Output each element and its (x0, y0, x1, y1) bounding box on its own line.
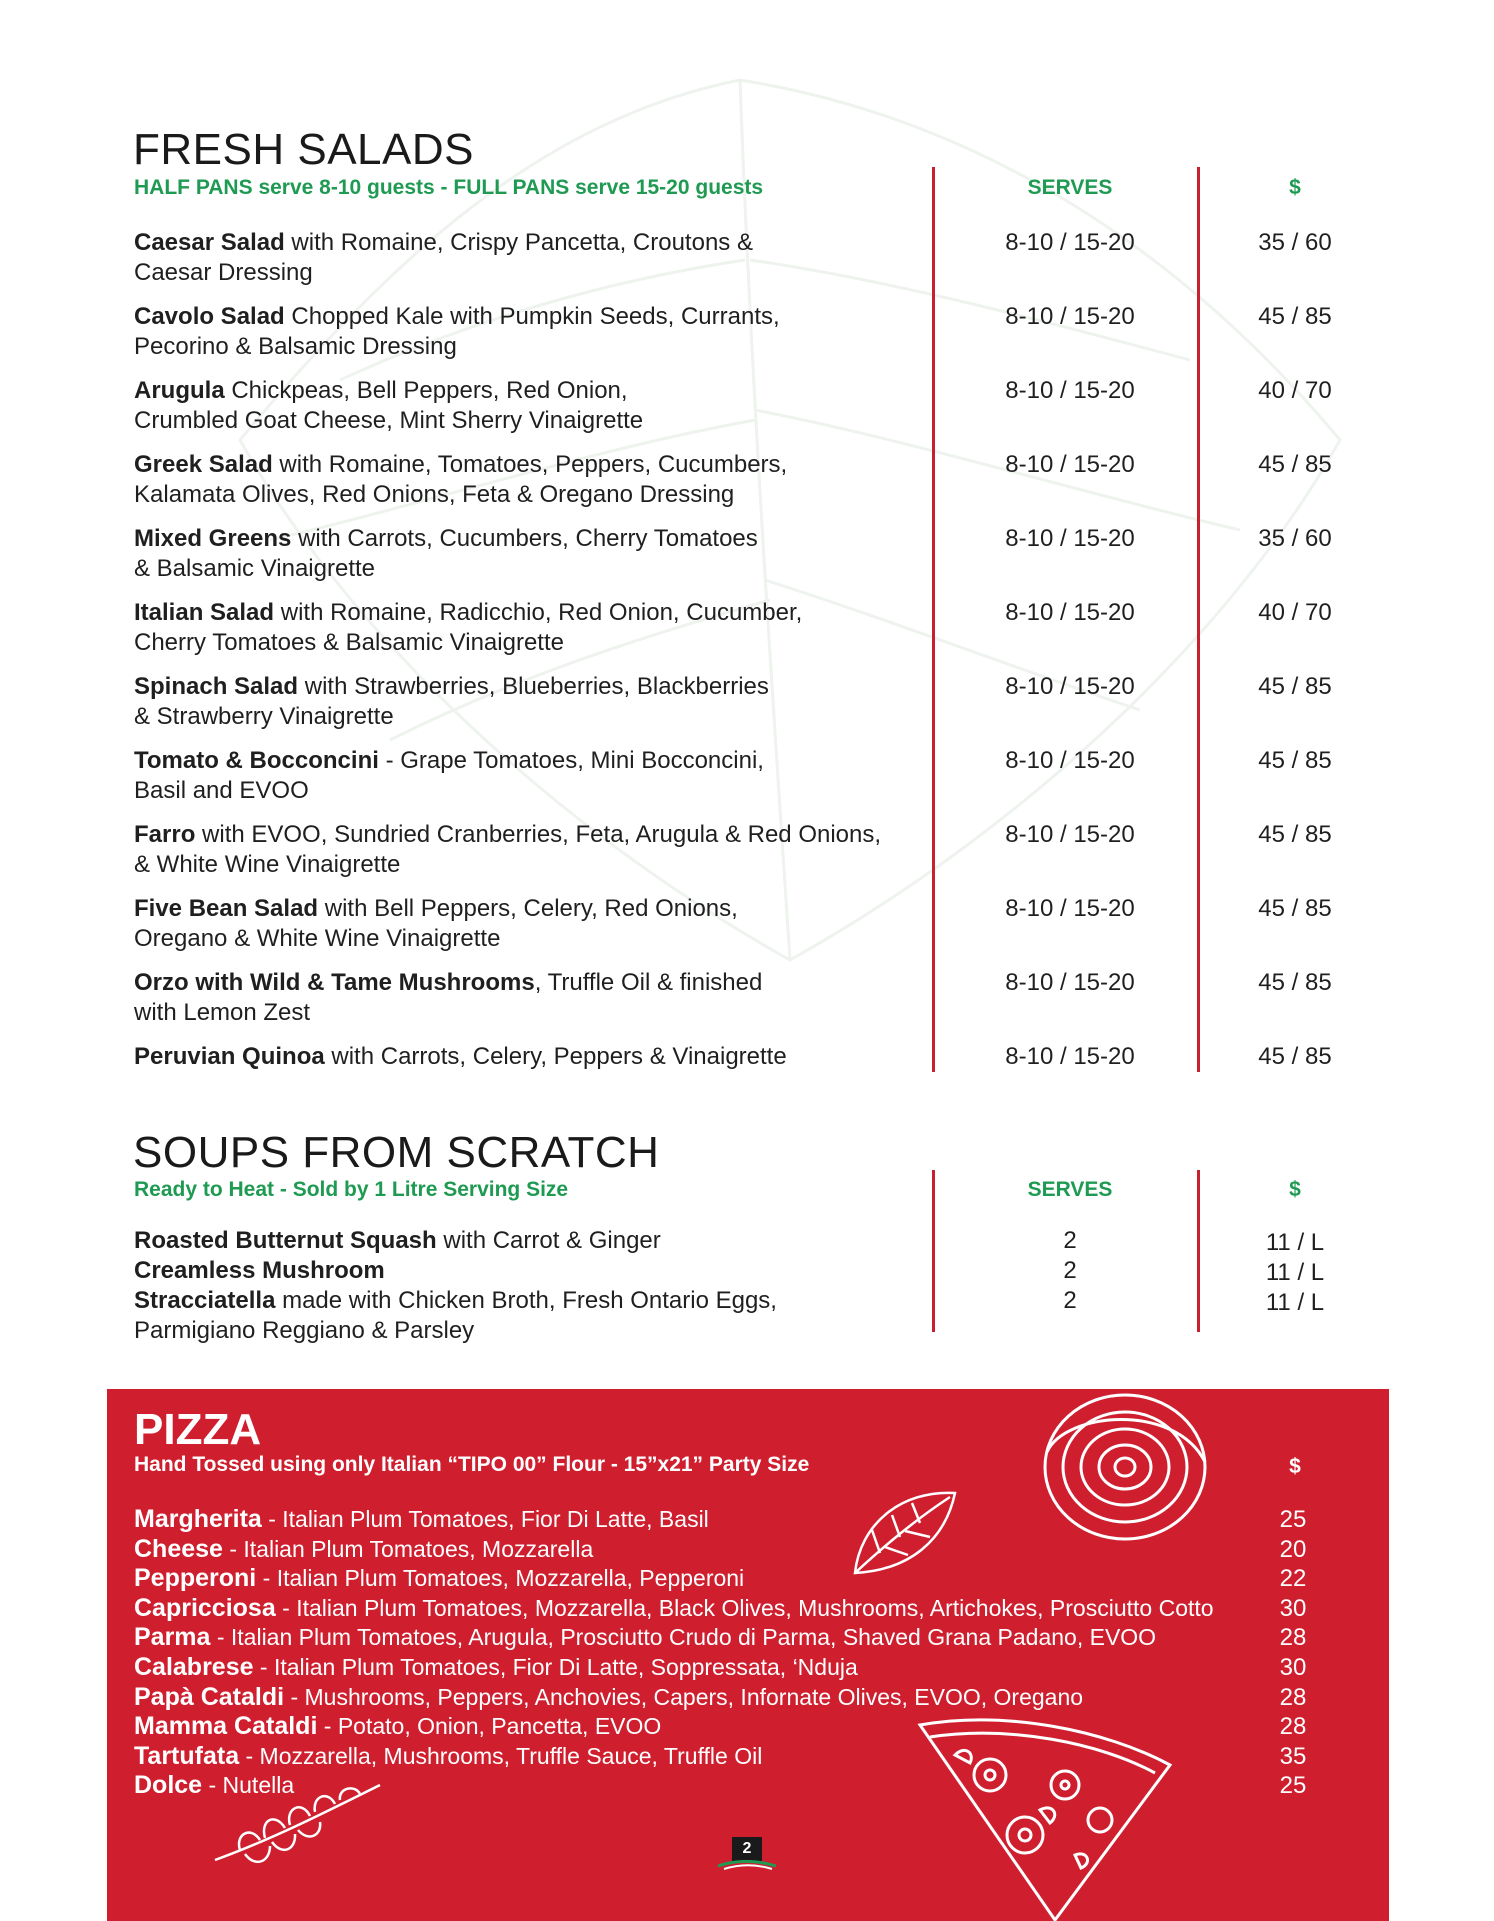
pizza-price-header: $ (1289, 1455, 1301, 1478)
salads-price-header: $ (1289, 176, 1301, 199)
pizza-item: Capricciosa - Italian Plum Tomatoes, Mozzarella, Black Olives, Mushrooms, Artichokes, Prosciutto Cotto (134, 1593, 1214, 1622)
salad-serves: 8-10 / 15-20 (1005, 747, 1135, 774)
salad-item: Orzo with Wild & Tame Mushrooms, Truffle Oil & finished with Lemon Zest (134, 969, 763, 1026)
soups-title: SOUPS FROM SCRATCH (133, 1128, 660, 1177)
pizza-item: Mamma Cataldi - Potato, Onion, Pancetta, EVOO (134, 1712, 662, 1741)
salad-item: Tomato & Bocconcini - Grape Tomatoes, Mini Bocconcini, Basil and EVOO (134, 747, 764, 804)
salad-price: 45 / 85 (1258, 821, 1332, 848)
pizza-price: 25 (1279, 1772, 1307, 1800)
salads-subtitle: HALF PANS serve 8-10 guests - FULL PANS serve 15-20 guests (134, 176, 764, 199)
salads-divider-left (932, 167, 935, 1072)
soup-serves: 2 (1063, 1257, 1077, 1284)
pizza-item: Papà Cataldi - Mushrooms, Peppers, Anchovies, Capers, Infornate Olives, EVOO, Oregano (134, 1682, 1084, 1711)
soup-price: 11 / L (1265, 1259, 1325, 1286)
salad-serves: 8-10 / 15-20 (1005, 229, 1135, 256)
soup-serves: 2 (1063, 1287, 1077, 1314)
pizza-price: 30 (1279, 1654, 1307, 1681)
salad-serves: 8-10 / 15-20 (1005, 673, 1135, 700)
pizza-price: 35 (1279, 1742, 1307, 1770)
soup-price: 11 / L (1265, 1289, 1325, 1316)
salad-item: Italian Salad with Romaine, Radicchio, Red Onion, Cucumber, Cherry Tomatoes & Balsamic Vinaigrette (134, 599, 803, 656)
salads-title: FRESH SALADS (133, 125, 474, 174)
pizza-price: 22 (1279, 1565, 1307, 1593)
salad-price: 35 / 60 (1258, 229, 1332, 256)
pizza-title: PIZZA (134, 1405, 262, 1454)
pizza-price: 30 (1279, 1594, 1307, 1622)
salad-item: Farro with EVOO, Sundried Cranberries, Feta, Arugula & Red Onions, & White Wine Vinaigrette (134, 821, 882, 878)
salad-item: Peruvian Quinoa with Carrots, Celery, Peppers & Vinaigrette (134, 1043, 787, 1070)
pizza-price: 28 (1279, 1624, 1307, 1652)
soup-item: Roasted Butternut Squash with Carrot & Ginger (134, 1227, 661, 1254)
salad-serves: 8-10 / 15-20 (1005, 599, 1135, 626)
pizza-item: Dolce - Nutella (134, 1771, 295, 1800)
pizza-price: 20 (1279, 1535, 1307, 1563)
salad-price: 45 / 85 (1258, 969, 1332, 996)
salad-price: 40 / 70 (1258, 377, 1332, 404)
pizza-item: Parma - Italian Plum Tomatoes, Arugula, Prosciutto Crudo di Parma, Shaved Grana Padano, EVOO (134, 1623, 1157, 1652)
soup-item: Stracciatella made with Chicken Broth, Fresh Ontario Eggs, Parmigiano Reggiano & Parsley (134, 1287, 777, 1344)
salad-item: Mixed Greens with Carrots, Cucumbers, Cherry Tomatoes & Balsamic Vinaigrette (134, 525, 758, 582)
salad-price: 40 / 70 (1258, 599, 1332, 626)
salad-serves: 8-10 / 15-20 (1005, 377, 1135, 404)
salad-item: Cavolo Salad Chopped Kale with Pumpkin Seeds, Currants, Pecorino & Balsamic Dressing (134, 303, 780, 360)
salad-price: 45 / 85 (1258, 673, 1332, 700)
salad-item: Five Bean Salad with Bell Peppers, Celery, Red Onions, Oregano & White Wine Vinaigrette (134, 895, 738, 952)
salad-price: 35 / 60 (1258, 525, 1332, 552)
soup-serves: 2 (1063, 1227, 1077, 1254)
page-number: 2 (732, 1837, 762, 1861)
pizza-price: 25 (1279, 1506, 1307, 1533)
salad-price: 45 / 85 (1258, 303, 1332, 330)
pizza-item: Tartufata - Mozzarella, Mushrooms, Truffle Sauce, Truffle Oil (134, 1741, 763, 1770)
italian-flag-swoosh-icon (716, 1860, 778, 1870)
salad-serves: 8-10 / 15-20 (1005, 303, 1135, 330)
salad-price: 45 / 85 (1258, 451, 1332, 478)
salad-serves: 8-10 / 15-20 (1005, 821, 1135, 848)
salad-price: 45 / 85 (1258, 895, 1332, 922)
soups-subtitle: Ready to Heat - Sold by 1 Litre Serving Size (134, 1178, 569, 1201)
soups-price-header: $ (1289, 1178, 1301, 1201)
salad-serves: 8-10 / 15-20 (1005, 451, 1135, 478)
soup-item: Creamless Mushroom (134, 1257, 385, 1284)
salad-item: Arugula Chickpeas, Bell Peppers, Red Onion, Crumbled Goat Cheese, Mint Sherry Vinaigrette (134, 377, 644, 434)
pizza-subtitle: Hand Tossed using only Italian “TIPO 00” Flour - 15”x21” Party Size (134, 1453, 810, 1476)
salad-price: 45 / 85 (1258, 1043, 1332, 1070)
salad-price: 45 / 85 (1258, 747, 1332, 774)
soup-price: 11 / L (1265, 1229, 1325, 1256)
salad-serves: 8-10 / 15-20 (1005, 969, 1135, 996)
salad-serves: 8-10 / 15-20 (1005, 1043, 1135, 1070)
pizza-price: 28 (1279, 1683, 1307, 1711)
salad-item: Greek Salad with Romaine, Tomatoes, Peppers, Cucumbers, Kalamata Olives, Red Onions, Feta & Oregano Dressing (134, 451, 788, 508)
salad-item: Caesar Salad with Romaine, Crispy Pancetta, Croutons & Caesar Dressing (134, 229, 753, 286)
pizza-item: Margherita - Italian Plum Tomatoes, Fior Di Latte, Basil (134, 1505, 709, 1533)
salad-item: Spinach Salad with Strawberries, Blueberries, Blackberries & Strawberry Vinaigrette (134, 673, 769, 730)
pizza-item: Cheese - Italian Plum Tomatoes, Mozzarella (134, 1534, 594, 1563)
pizza-price: 28 (1279, 1713, 1307, 1741)
pizza-item: Calabrese - Italian Plum Tomatoes, Fior Di Latte, Soppressata, ‘Nduja (134, 1653, 858, 1681)
pizza-item: Pepperoni - Italian Plum Tomatoes, Mozzarella, Pepperoni (134, 1564, 745, 1593)
soups-serves-header: SERVES (1027, 1178, 1113, 1201)
salad-serves: 8-10 / 15-20 (1005, 895, 1135, 922)
salads-serves-header: SERVES (1027, 176, 1113, 199)
salad-serves: 8-10 / 15-20 (1005, 525, 1135, 552)
